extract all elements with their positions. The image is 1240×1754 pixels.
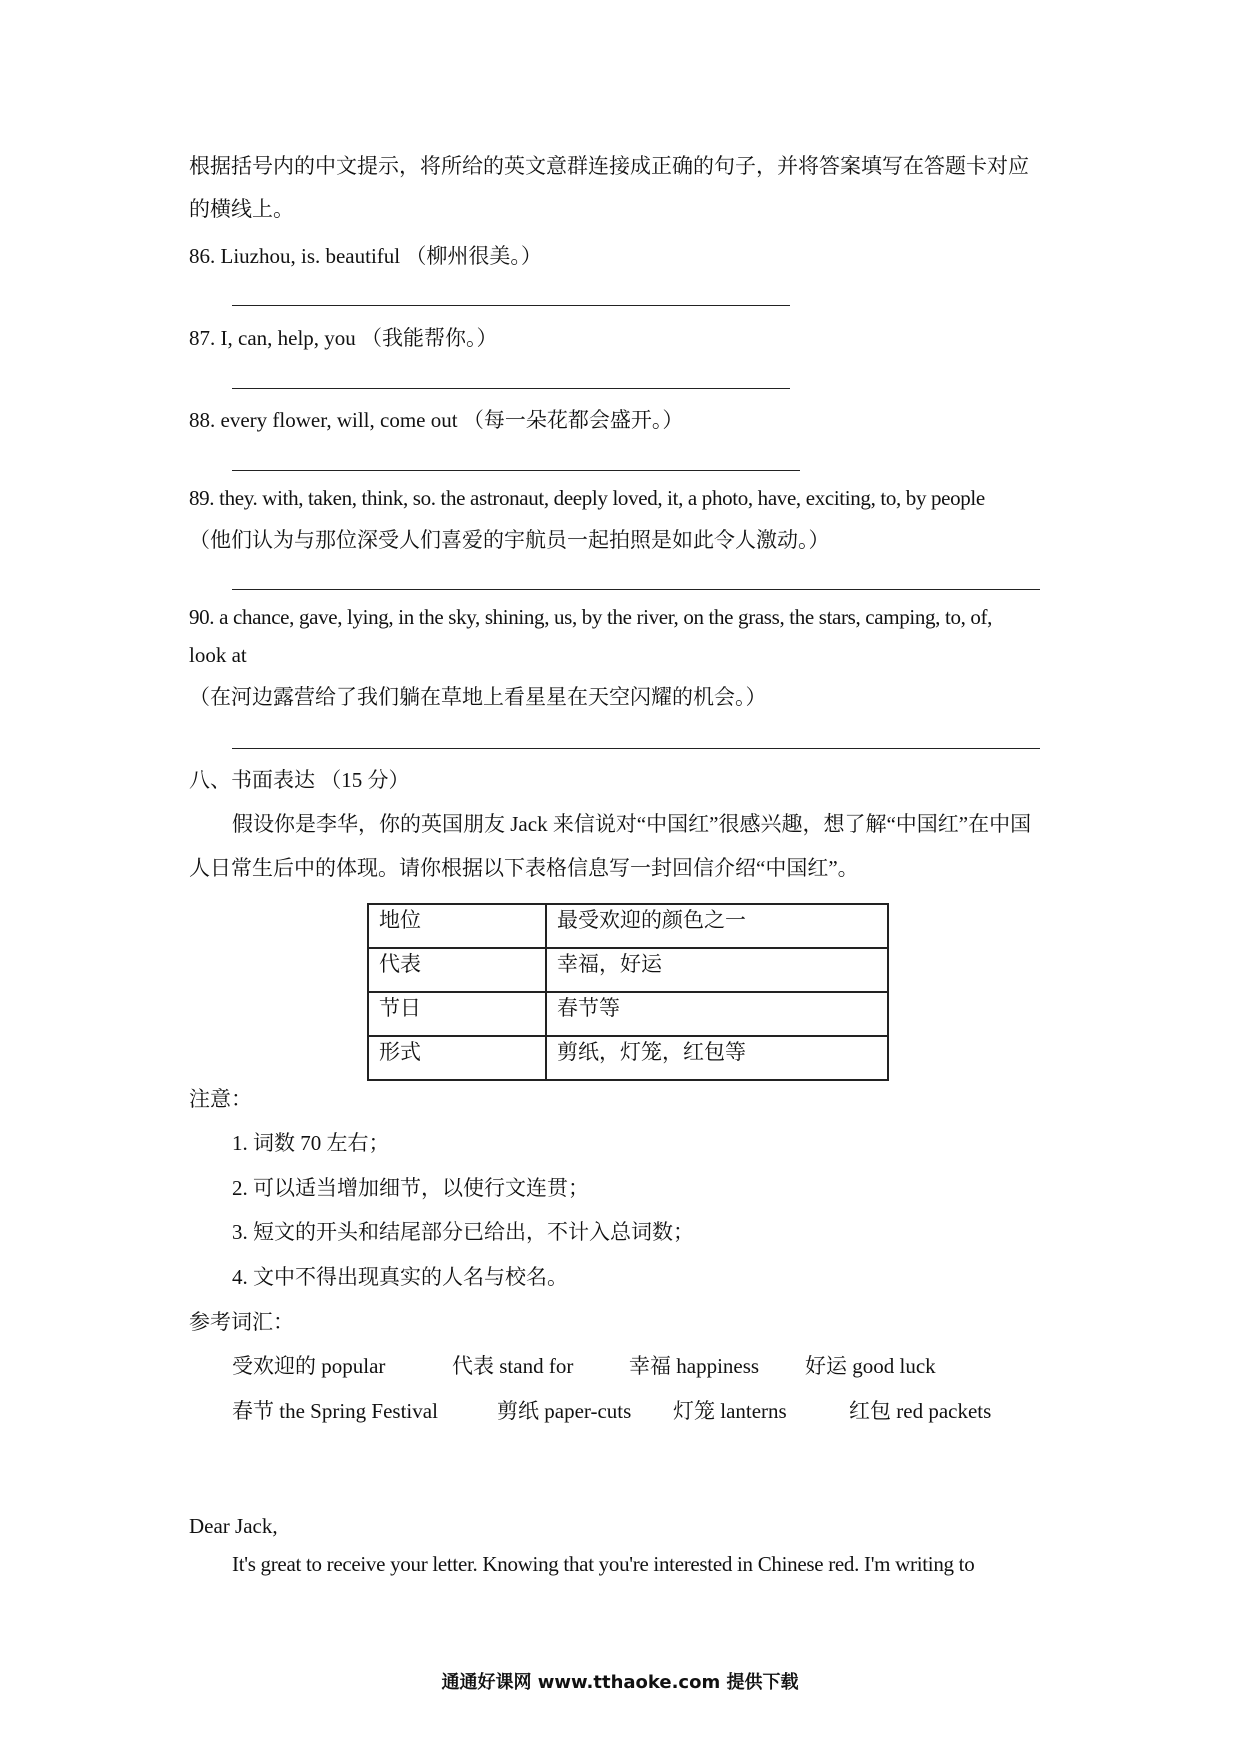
question-90-prompt: 90. a chance, gave, lying, in the sky, shining, us, by the river, on the grass, the stars, camping, to, of, [189,605,993,629]
vocab-item: 受欢迎的 popular [232,1354,386,1378]
note-1: 1. 词数 70 左右； [232,1131,390,1155]
instructions-line-2: 的横线上。 [189,197,294,221]
question-89-answer-line[interactable] [232,589,1040,590]
vocab-item: 红包 red packets [849,1399,992,1423]
vocab-item: 幸福 happiness [629,1354,760,1378]
question-89-prompt: 89. they. with, taken, think, so. the astronaut, deeply loved, it, a photo, have, exciting, to, by people [189,486,985,510]
section-8-para-2: 人日常生后中的体现。请你根据以下表格信息写一封回信介绍“中国红”。 [189,856,859,880]
question-88-prompt: 88. every flower, will, come out （每一朵花都会盛开。） [189,408,684,432]
table-key: 形式 [368,1036,546,1080]
question-87-prompt: 87. I, can, help, you （我能帮你。） [189,326,498,350]
note-4: 4. 文中不得出现真实的人名与校名。 [232,1265,568,1289]
instructions-line-1: 根据括号内的中文提示，将所给的英文意群连接成正确的句子，并将答案填写在答题卡对应 [189,154,1029,178]
section-8-para-1: 假设你是李华，你的英国朋友 Jack 来信说对“中国红”很感兴趣，想了解“中国红”在中国 [232,812,1032,836]
question-90-prompt-cont: look at [189,643,247,667]
table-row [368,992,888,1036]
table-value: 剪纸，灯笼，红包等 [546,1036,888,1080]
section-8-title: 八、书面表达 （15 分） [189,768,410,792]
table-key: 地位 [368,904,546,948]
table-value: 最受欢迎的颜色之一 [546,904,888,948]
question-90-answer-line[interactable] [232,748,1040,749]
vocab-item: 灯笼 lanterns [673,1399,787,1423]
question-89-hint: （他们认为与那位深受人们喜爱的宇航员一起拍照是如此令人激动。） [189,528,830,552]
note-3: 3. 短文的开头和结尾部分已给出，不计入总词数； [232,1220,694,1244]
vocab-item: 剪纸 paper-cuts [497,1399,632,1423]
vocab-item: 代表 stand for [452,1354,574,1378]
table-value: 春节等 [546,992,888,1036]
vocab-item: 好运 good luck [805,1354,936,1378]
letter-salutation: Dear Jack, [189,1514,278,1538]
vocab-item: 春节 the Spring Festival [232,1399,438,1423]
footer-source: 通通好课网 www.tthaoke.com 提供下载 [441,1672,799,1693]
notes-title: 注意： [189,1087,252,1111]
table-row [368,904,888,948]
question-90-hint: （在河边露营给了我们躺在草地上看星星在天空闪耀的机会。） [189,685,767,709]
table-key: 节日 [368,992,546,1036]
question-86-prompt: 86. Liuzhou, is. beautiful （柳州很美。） [189,244,542,268]
table-row [368,948,888,992]
question-86-answer-line[interactable] [232,305,790,306]
question-88-answer-line[interactable] [232,470,800,471]
info-table [367,903,889,1081]
table-value: 幸福，好运 [546,948,888,992]
letter-first-line: It's great to receive your letter. Knowing that you're interested in Chinese red. I'm writing to [232,1552,975,1576]
table-row [368,1036,888,1080]
question-87-answer-line[interactable] [232,388,790,389]
table-key: 代表 [368,948,546,992]
vocab-title: 参考词汇： [189,1310,294,1334]
note-2: 2. 可以适当增加细节，以使行文连贯； [232,1176,589,1200]
